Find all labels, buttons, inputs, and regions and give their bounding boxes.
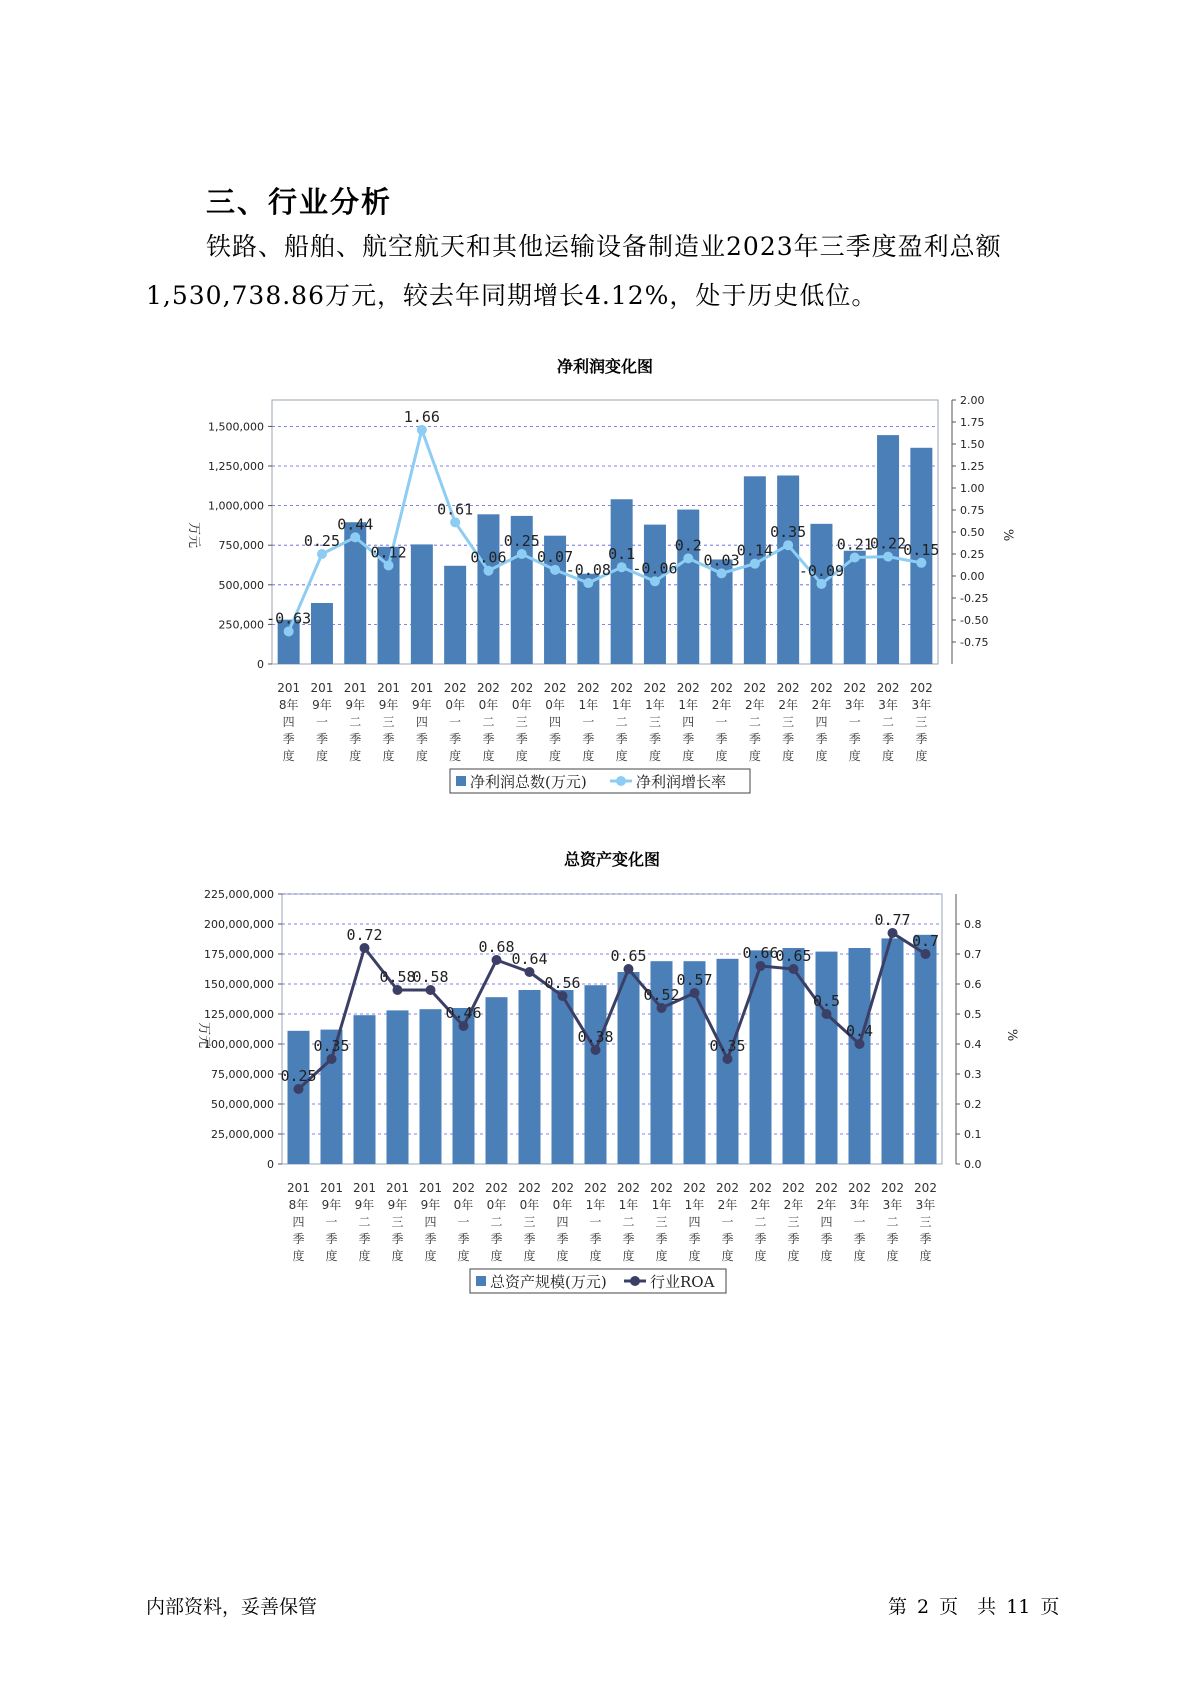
bar [288,1031,310,1164]
legend-bar-swatch [476,1276,486,1286]
data-label: 0.61 [437,500,474,519]
y2-tick-label: 0.00 [960,570,985,583]
line-point [750,559,760,569]
legend [450,769,750,793]
x-tick-label: 202 1年一季度 [576,681,600,763]
data-label: 0.64 [511,950,548,968]
data-label: 0.65 [610,947,647,965]
x-tick-label: 201 9年三季度 [377,681,401,763]
line-point [327,1054,337,1064]
x-tick-label: 202 1年四季度 [676,681,700,763]
line-point [583,578,593,588]
line-point [483,566,493,576]
bar [677,510,699,664]
x-tick-label: 202 2年一季度 [710,681,734,763]
x-tick-label: 201 9年三季度 [386,1181,409,1263]
y-tick-label: 500,000 [218,578,264,592]
line-point [789,964,799,974]
bar [744,476,766,664]
y2-tick-label: -0.75 [960,636,989,649]
bar [477,514,499,664]
bar [552,990,574,1164]
line-point [855,1039,865,1049]
x-tick-label: 202 2年三季度 [782,1181,805,1263]
legend-bar-swatch [456,776,466,786]
line-point [756,961,766,971]
y-tick-label: 1,500,000 [208,420,264,434]
line-point [284,626,294,636]
line-point [717,568,727,578]
y-tick-label: 0 [267,1158,274,1171]
y2-tick-label: 2.00 [960,394,985,407]
data-label: 0.77 [874,911,911,929]
data-label: 0.57 [676,971,713,989]
data-label: 0.46 [445,1004,482,1022]
x-tick-label: 202 2年二季度 [749,1181,772,1263]
x-tick-label: 201 9年四季度 [410,681,434,763]
data-label: 0.44 [337,515,374,534]
bar [585,985,607,1164]
data-label: -0.08 [565,561,611,580]
legend [470,1269,726,1293]
x-tick-label: 201 9年一季度 [320,1181,343,1263]
bar [915,935,937,1164]
line-point [517,549,527,559]
y-tick-label: 175,000,000 [204,948,274,961]
x-tick-label: 202 1年二季度 [610,681,634,763]
y-tick-label: 25,000,000 [211,1128,274,1141]
x-tick-label: 202 1年一季度 [584,1181,607,1263]
data-label: 0.1 [608,545,636,564]
footer-page-number: 第 2 页 共 11 页 [888,1596,1060,1618]
x-tick-label: 202 2年四季度 [809,681,833,763]
y2-axis-label: % [1000,528,1015,542]
bar [844,551,866,664]
bar [519,990,541,1164]
line-point [690,988,700,998]
y2-tick-label: 0.6 [964,978,982,991]
line-point [450,517,460,527]
legend-line-marker [616,776,626,786]
line-point [921,949,931,959]
legend-line-marker [630,1276,640,1286]
line-point [360,943,370,953]
x-tick-label: 202 0年三季度 [510,681,534,763]
y-axis-label: 万元 [196,1021,211,1049]
y-tick-label: 225,000,000 [204,888,274,901]
line-point [550,565,560,575]
y2-tick-label: 1.25 [960,460,985,473]
y-tick-label: 150,000,000 [204,978,274,991]
y2-tick-label: 0.5 [964,1008,982,1021]
x-tick-label: 202 0年二季度 [476,681,500,763]
line-point [350,532,360,542]
data-label: 0.25 [503,532,540,550]
x-tick-label: 202 1年四季度 [683,1181,706,1263]
line-point [459,1021,469,1031]
x-tick-label: 202 3年三季度 [909,681,933,763]
data-label: 0.12 [370,543,407,562]
bar [387,1010,409,1164]
line-point [417,425,427,435]
y2-tick-label: 1.50 [960,438,985,451]
line-point [723,1054,733,1064]
data-label: 0.52 [643,986,680,1004]
bar [411,544,433,664]
line-point [384,560,394,570]
line-point [591,1045,601,1055]
data-label: 0.35 [770,523,807,542]
line-point [657,1003,667,1013]
line-point [317,549,327,559]
x-tick-label: 201 8年四季度 [287,1181,310,1263]
x-tick-label: 202 2年三季度 [776,681,800,763]
data-label: 0.06 [470,548,507,567]
line-point [492,955,502,965]
y-tick-label: 125,000,000 [204,1008,274,1021]
x-tick-label: 202 3年一季度 [843,681,867,763]
data-label: 0.25 [280,1067,317,1085]
line-point [888,928,898,938]
data-label: 0.56 [544,974,581,992]
y-tick-label: 1,000,000 [208,499,264,513]
x-tick-label: 202 3年二季度 [881,1181,904,1263]
data-label: 0.03 [703,551,740,570]
bar [444,566,466,664]
y2-tick-label: 0.25 [960,548,985,561]
x-tick-label: 202 3年一季度 [848,1181,871,1263]
legend-bar-label: 净利润总数(万元) [470,773,587,791]
x-tick-label: 201 8年四季度 [277,681,301,763]
data-label: 0.25 [303,532,341,550]
x-tick-label: 202 0年一季度 [452,1181,475,1263]
y-tick-label: 750,000 [218,539,264,553]
line-point [916,558,926,568]
data-label: 1.66 [403,407,440,426]
data-label: 0.07 [536,547,574,566]
bar [611,499,633,664]
legend-bar-label: 总资产规模(万元) [490,1273,607,1291]
data-label: 0.15 [903,540,940,559]
footer-confidential: 内部资料，妥善保管 [146,1596,318,1618]
x-tick-label: 202 2年四季度 [815,1181,838,1263]
legend-line-label: 净利润增长率 [636,773,727,791]
data-label: 0.38 [577,1028,614,1046]
y2-tick-label: 0.1 [964,1128,982,1141]
y2-tick-label: 0.0 [964,1158,982,1171]
y2-tick-label: 0.7 [964,948,982,961]
data-label: -0.09 [798,561,845,580]
line-point [683,553,693,563]
data-label: 0.58 [379,968,416,986]
bar [882,938,904,1164]
data-label: 0.21 [836,535,873,554]
bar [486,997,508,1164]
bar [849,948,871,1164]
x-tick-label: 202 1年三季度 [650,1181,673,1263]
section-heading: 三、行业分析 [206,185,393,219]
y2-tick-label: 0.75 [960,504,985,517]
total-assets-chart [0,850,1191,1320]
x-tick-label: 202 0年四季度 [543,681,567,763]
y2-tick-label: 1.00 [960,482,985,495]
data-label: 0.4 [845,1022,874,1040]
line-point [850,553,860,563]
data-label: 0.7 [911,932,940,950]
legend-line-label: 行业ROA [650,1273,715,1291]
data-label: 0.35 [313,1037,350,1055]
line-point [816,579,826,589]
y2-tick-label: 0.4 [964,1038,982,1051]
x-tick-label: 202 0年二季度 [485,1181,508,1263]
line-point [525,967,535,977]
y-axis-label: 万元 [186,521,201,549]
bar [777,476,799,664]
x-tick-label: 201 9年一季度 [310,681,334,763]
y2-tick-label: 0.8 [964,918,982,931]
data-label: 0.72 [346,926,383,944]
y2-tick-label: -0.50 [960,614,989,627]
bar [354,1015,376,1164]
x-tick-label: 202 2年二季度 [743,681,767,763]
y2-tick-label: 1.75 [960,416,985,429]
x-tick-label: 202 0年三季度 [518,1181,541,1263]
data-label: 0.66 [742,944,779,962]
x-tick-label: 202 3年三季度 [914,1181,937,1263]
chart-title: 净利润变化图 [556,357,654,376]
data-label: 0.35 [709,1037,746,1055]
x-tick-label: 202 0年一季度 [443,681,467,763]
line-point [650,576,660,586]
data-label: 0.65 [775,947,812,965]
line-point [294,1084,304,1094]
data-label: 0.5 [812,992,841,1010]
y2-axis-label: % [1004,1028,1019,1042]
net-profit-chart [0,350,1191,820]
x-tick-label: 202 2年一季度 [716,1181,739,1263]
summary-line-1: 铁路、船舶、航空航天和其他运输设备制造业2023年三季度盈利总额 [206,232,1002,261]
y2-tick-label: 0.3 [964,1068,982,1081]
x-tick-label: 201 9年四季度 [419,1181,442,1263]
line-point [426,985,436,995]
line-point [558,991,568,1001]
y-tick-label: 50,000,000 [211,1098,274,1111]
bar [644,525,666,664]
data-label: 0.68 [478,938,515,956]
y2-tick-label: -0.25 [960,592,989,605]
data-label: -0.63 [266,609,312,628]
data-label: 0.14 [736,541,773,560]
summary-line-2: 1,530,738.86万元，较去年同期增长4.12%，处于历史低位。 [146,281,878,310]
data-label: 0.2 [674,536,702,555]
line-point [883,552,893,562]
data-label: 0.58 [412,968,449,986]
bar [618,972,640,1164]
x-tick-label: 201 9年二季度 [353,1181,376,1263]
line-point [822,1009,832,1019]
y-tick-label: 1,250,000 [208,460,264,474]
y2-tick-label: 0.50 [960,526,985,539]
y-tick-label: 75,000,000 [211,1068,274,1081]
data-label: -0.06 [632,559,678,578]
x-tick-label: 202 3年二季度 [876,681,900,763]
bar [453,1008,475,1164]
x-tick-label: 202 1年三季度 [643,681,667,763]
bar [750,950,772,1164]
summary-paragraph [146,222,1046,320]
line-point [393,985,403,995]
y2-tick-label: 0.2 [964,1098,982,1111]
x-tick-label: 201 9年二季度 [343,681,367,763]
data-label: 0.22 [869,534,907,553]
bar [311,603,333,664]
line-point [617,562,627,572]
x-tick-label: 202 0年四季度 [551,1181,574,1263]
y-tick-label: 250,000 [218,618,264,632]
bar [816,952,838,1164]
bar [420,1009,442,1164]
x-tick-label: 202 1年二季度 [617,1181,640,1263]
y-tick-label: 100,000,000 [204,1038,274,1051]
bar [810,524,832,664]
y-tick-label: 0 [257,658,264,671]
line-point [624,964,634,974]
y-tick-label: 200,000,000 [204,918,274,931]
chart-title: 总资产变化图 [563,850,661,869]
line-point [783,540,793,550]
